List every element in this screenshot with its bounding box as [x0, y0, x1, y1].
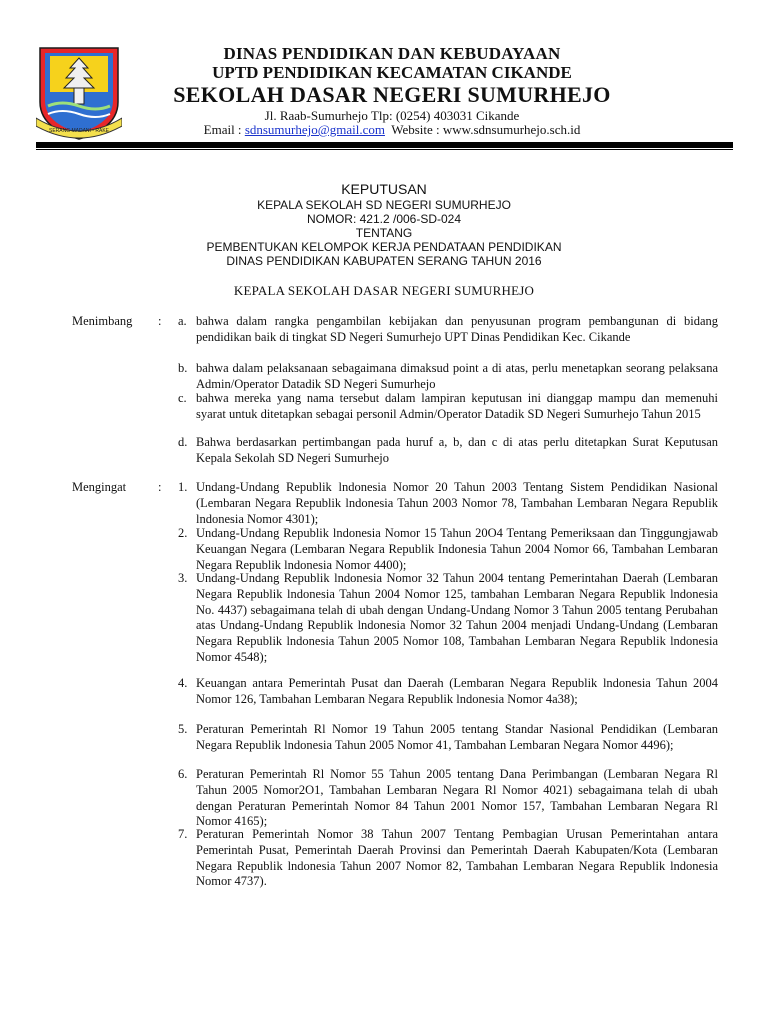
title-line-subject: PEMBENTUKAN KELOMPOK KERJA PENDATAAN PENDIDIKAN — [206, 240, 562, 254]
item-text: bahwa dalam pelaksanaan sebagaimana dimaksud point a di atas, perlu menetapkan seorang pelaksana Admin/Operator Datadik SD Negeri Sumurhejo — [196, 361, 718, 391]
item-text: bahwa mereka yang nama tersebut dalam lampiran keputusan ini dianggap mampu dan memenuhi syarat untuk ditetapkan sebagai personil Admin/Operator Datadik SD Negeri Sumurhejo Tahun 2015 — [196, 391, 718, 421]
mengingat-item — [178, 722, 718, 754]
letterhead-divider-thin — [36, 149, 733, 150]
item-text: Undang-Undang Republik lndonesia Nomor 15 Tahun 20O4 Tentang Pemeriksaan dan Tinggungjawab Keuangan Negara (Lembaran Negara Republik Indonesia Tahun 2004 Nomor 66, Tambahan Lembaran Negara Republik lndonesia Nomor 4400); — [196, 526, 718, 572]
letterhead-agency: DINAS PENDIDIKAN DAN KEBUDAYAAN — [223, 44, 561, 63]
item-marker: 2. — [178, 526, 188, 540]
item-marker: 5. — [178, 722, 188, 736]
mengingat-item — [178, 480, 718, 527]
menimbang-item — [178, 435, 718, 467]
item-text: Peraturan Pemerintah Rl Nomor 19 Tahun 2005 tentang Standar Nasional Pendidikan (Lembaran Negara Republik lndonesia Tahun 2005 Nomor 41, Tambahan Lembaran Negara Nomor 4496); — [196, 722, 718, 752]
email-link[interactable]: sdnsumurhejo@gmail.com — [244, 122, 385, 137]
item-text: Peraturan Pemerintah Nomor 38 Tahun 2007 Tentang Pembagian Urusan Pemerintahan antara Pemerintah Pusat, Pemerintah Daerah Provinsi dan Pemerintah Daerah Kabupaten/Kota (Lembaran Negara Republik lndonesia Tahun 2007 Nomor 82, Tambahan Lembaran Negara Republik lndonesia Nomor 4737). — [196, 827, 718, 889]
title-line-number: NOMOR: 421.2 /006-SD-024 — [306, 212, 462, 226]
mengingat-item — [178, 827, 718, 890]
item-text: Undang-Undang Republik lndonesia Nomor 32 Tahun 2004 tentang Pemerintahan Daerah (Lembaran Negara Republik lndonesia Tahun 2004 Nomor 125, tambahan Lembaran Negara Republik lndonesia No. 4437) sebagaimana telah di ubah dengan Undang-Undang Nomor 3 Tahun 2005 tentang Perubahan atas Undang-Undang Republik lndonesia Nomor 32 Tahun 2004 menjadi Undang-Undang (Lembaran Negara Republik lndonesia Tahun 2005 Nomor 108, Tambahan Lembaran Negara Republik lndonesia Nomor 4548); — [196, 571, 718, 664]
letterhead-unit: UPTD PENDIDIKAN KECAMATAN CIKANDE — [212, 63, 572, 82]
menimbang-item — [178, 391, 718, 423]
regency-crest-logo — [36, 44, 122, 142]
website-label: Website : — [384, 122, 443, 137]
mengingat-label: Mengingat — [72, 480, 127, 494]
title-line-tentang: TENTANG — [355, 226, 413, 240]
item-text: Undang-Undang Republik lndonesia Nomor 20 Tahun 2003 Tentang Sistem Pendidikan Nasional (Lembaran Negara Republik lndonesia Tahun 2003 Nomor 78, Tambahan Lembaran Negara Republik lndonesia Nomor 4301); — [196, 480, 718, 526]
item-marker: d. — [178, 435, 188, 449]
letterhead-address: Jl. Raab-Sumurhejo Tlp: (0254) 403031 Cikande — [264, 108, 520, 123]
item-marker: 6. — [178, 767, 188, 781]
title-line-issuer: KEPALA SEKOLAH SD NEGERI SUMURHEJO — [257, 198, 511, 212]
document-title: KEPUTUSAN — [341, 181, 427, 197]
mengingat-colon: : — [158, 480, 162, 494]
item-marker: b. — [178, 361, 188, 375]
item-marker: 3. — [178, 571, 188, 585]
item-text: Peraturan Pemerintah Rl Nomor 55 Tahun 2005 tentang Dana Perimbangan (Lembaran Negara Rl Tahun 2005 Nomor2O1, Tambahan Lembaran Negara Rl Nomor 4021) sebagaimana telah di ubah dengan Peraturan Pemerintah Nomor 84 Tahun 2001 Nomor 157, Tambahan Lembaran Negara Rl Nomor 4165); — [196, 767, 718, 829]
menimbang-colon: : — [158, 314, 162, 328]
item-marker: 7. — [178, 827, 188, 841]
item-marker: c. — [178, 391, 187, 405]
website-text: www.sdnsumurhejo.sch.id — [442, 122, 581, 137]
letterhead-divider-thick — [36, 142, 733, 148]
title-line-subject-2: DINAS PENDIDIKAN KABUPATEN SERANG TAHUN 2016 — [226, 254, 542, 268]
letterhead-school-name: SEKOLAH DASAR NEGERI SUMURHEJO — [173, 82, 611, 107]
menimbang-label: Menimbang — [72, 314, 133, 328]
letterhead-contact — [120, 122, 664, 138]
mengingat-item — [178, 676, 718, 708]
menimbang-item — [178, 314, 718, 346]
mengingat-item — [178, 526, 718, 573]
menimbang-item — [178, 361, 718, 393]
issuer-heading: KEPALA SEKOLAH DASAR NEGERI SUMURHEJO — [233, 283, 535, 298]
mengingat-item — [178, 571, 718, 666]
item-marker: a. — [178, 314, 187, 328]
item-text: Keuangan antara Pemerintah Pusat dan Daerah (Lembaran Negara Republik lndonesia Tahun 2004 Nomor 126, Tambahan Lembaran Negara Republik lndonesia Nomor 4a38); — [196, 676, 718, 706]
mengingat-item — [178, 767, 718, 830]
logo-motto: SERANG MADANI - RAKE — [48, 128, 110, 134]
item-text: Bahwa berdasarkan pertimbangan pada huruf a, b, dan c di atas perlu ditetapkan Surat Keputusan Kepala Sekolah SD Negeri Sumurhejo — [196, 435, 718, 465]
item-marker: 1. — [178, 480, 188, 494]
email-label: Email : — [203, 122, 245, 137]
item-text: bahwa dalam rangka pengambilan kebijakan dan penyusunan program pembangunan di bidang pendidikan baik di tingkat SD Negeri Sumurhejo UPT Dinas Pendidikan Kec. Cikande — [196, 314, 718, 344]
item-marker: 4. — [178, 676, 188, 690]
